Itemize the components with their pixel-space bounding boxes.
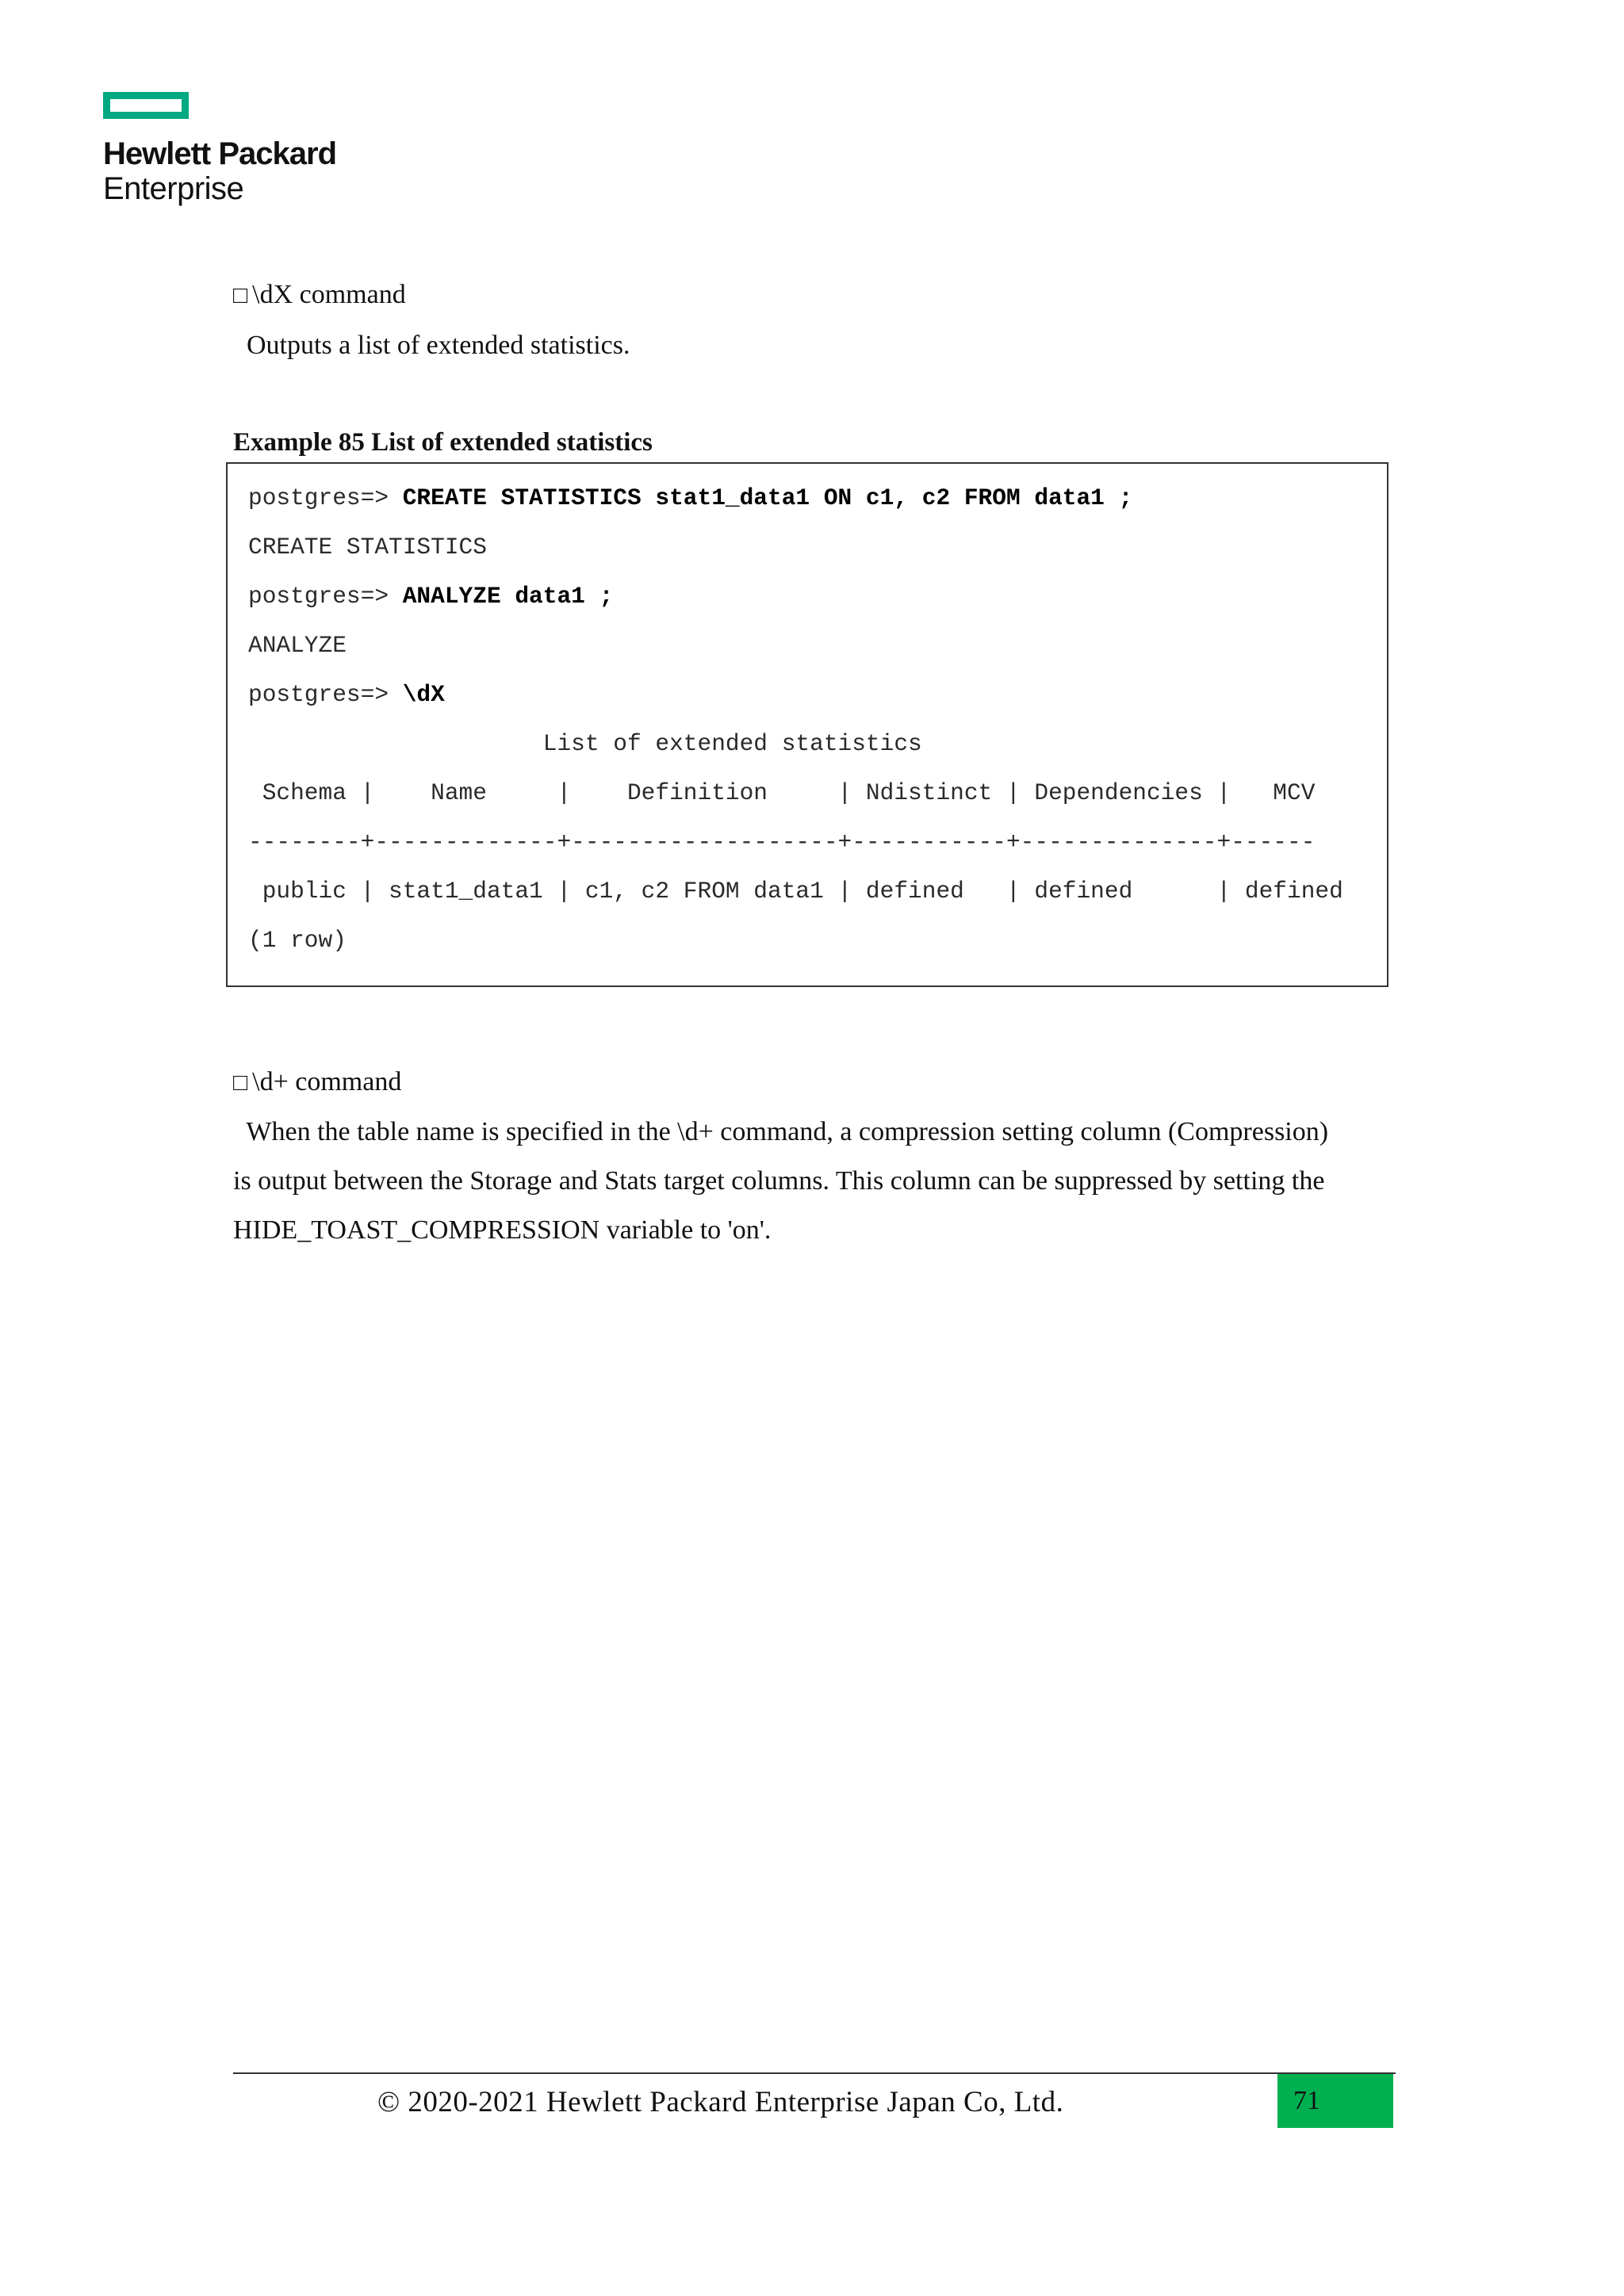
code-line: Schema | Name | Definition | Ndistinct | Dependencies | MCV [248, 779, 1316, 806]
code-line: ANALYZE [248, 632, 347, 659]
code-line: (1 row) [248, 927, 347, 954]
code-line: --------+-------------+-------------------+-----------+--------------+------ [248, 828, 1316, 855]
section-heading-dplus [233, 1066, 401, 1099]
logo-text-line1: Hewlett Packard [103, 136, 337, 171]
footer-divider [233, 2072, 1396, 2074]
code-line: postgres=> \dX [248, 681, 445, 708]
section-paragraph-line: is output between the Storage and Stats target columns. This column can be suppressed by setting the [233, 1166, 1325, 1196]
page-number: 71 [1277, 2074, 1393, 2128]
section-description-dx: Outputs a list of extended statistics. [247, 331, 630, 360]
checkbox-bullet-icon: □ [233, 1070, 248, 1096]
footer-copyright: © 2020-2021 Hewlett Packard Enterprise Japan Co, Ltd. [377, 2086, 1064, 2118]
code-line: postgres=> ANALYZE data1 ; [248, 583, 614, 610]
section-paragraph-line: When the table name is specified in the \d+ command, a compression setting column (Compression) [233, 1117, 1329, 1146]
checkbox-bullet-icon: □ [233, 282, 248, 308]
section-heading-dx [233, 279, 406, 312]
code-line: CREATE STATISTICS [248, 534, 487, 561]
code-line: postgres=> CREATE STATISTICS stat1_data1 ON c1, c2 FROM data1 ; [248, 484, 1133, 511]
example-caption: Example 85 List of extended statistics [233, 428, 653, 457]
section-paragraph-line: HIDE_TOAST_COMPRESSION variable to 'on'. [233, 1215, 772, 1245]
code-line: List of extended statistics [248, 730, 922, 757]
hpe-logo [103, 92, 336, 206]
logo-text-line2: Enterprise [103, 171, 244, 206]
section-title-dplus: \d+ command [252, 1067, 402, 1096]
hpe-logo-bar-icon [103, 92, 189, 119]
code-example-box [226, 462, 1388, 987]
section-title-dx: \dX command [252, 280, 406, 309]
code-line: public | stat1_data1 | c1, c2 FROM data1 | defined | defined | defined [248, 878, 1343, 905]
